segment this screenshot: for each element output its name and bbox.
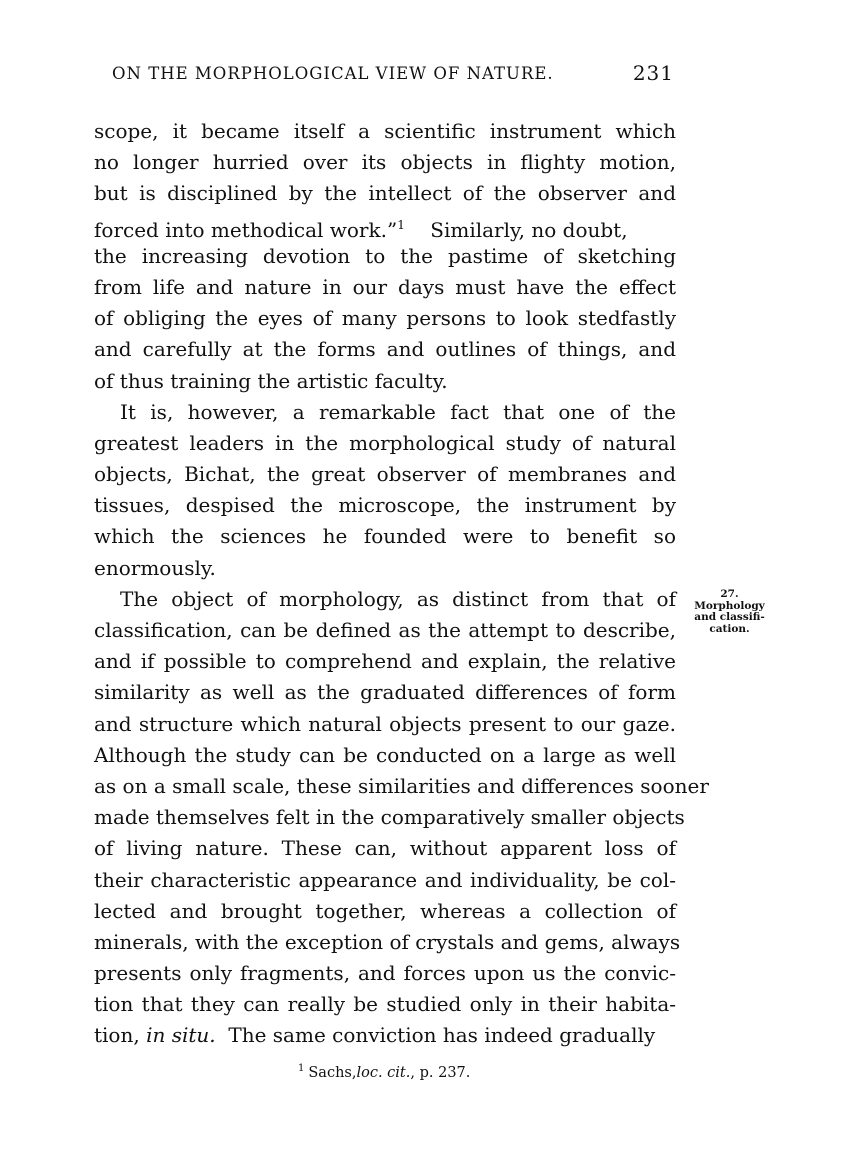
text-line: and carefully at the forms and outlines of things, and	[94, 337, 676, 362]
text-line: of living nature. These can, without apparent loss of	[94, 836, 676, 861]
text-line: It is, however, a remarkable fact that one of the	[120, 399, 676, 424]
text-line: of thus training the artistic faculty.	[94, 368, 448, 393]
text-line: which the sciences he founded were to benefit so	[94, 524, 676, 549]
text-line: classification, can be defined as the attempt to describe,	[94, 618, 676, 642]
text-line: objects, Bichat, the great observer of membranes and	[94, 462, 676, 487]
footnote-page: , p. 237.	[410, 1064, 471, 1081]
page-number: 231	[632, 61, 674, 85]
margin-note-line: and classifi-	[694, 611, 765, 623]
margin-note	[682, 589, 777, 635]
text-segment: The same conviction has indeed gradually	[228, 1023, 656, 1048]
footnote-work: loc. cit.	[356, 1064, 411, 1081]
text-line: made themselves felt in the comparatively smaller objects	[94, 805, 685, 830]
text-segment: tion,	[94, 1023, 140, 1048]
text-line: greatest leaders in the morphological study of natural	[94, 430, 676, 455]
text-line: enormously.	[94, 555, 216, 580]
text-line: tion that they can really be studied only in their habita-	[94, 992, 676, 1017]
text-segment: Similarly, no doubt,	[430, 217, 628, 242]
italic-phrase: in situ.	[146, 1023, 216, 1048]
text-line: similarity as well as the graduated differences of form	[94, 680, 676, 705]
footnote-marker: 1	[397, 217, 405, 232]
margin-note-number: 27.	[720, 588, 739, 600]
footnote	[298, 1063, 470, 1081]
text-line: Although the study can be conducted on a large as well	[94, 742, 676, 767]
text-segment: forced into methodical work.”	[94, 217, 398, 242]
text-line: but is disciplined by the intellect of the observer and	[94, 181, 676, 206]
text-line: lected and brought together, whereas a collection of	[94, 898, 676, 923]
text-line: from life and nature in our days must have the effect	[94, 274, 676, 299]
text-line	[94, 210, 676, 241]
text-line: presents only fragments, and forces upon us the convic-	[94, 961, 676, 986]
text-line: of obliging the eyes of many persons to look stedfastly	[94, 306, 676, 331]
margin-note-line: Morphology	[694, 599, 765, 612]
text-line: tissues, despised the microscope, the instrument by	[94, 493, 676, 518]
text-line: the increasing devotion to the pastime of sketching	[94, 243, 676, 268]
text-line: their characteristic appearance and individuality, be col-	[94, 867, 676, 892]
running-header	[94, 62, 674, 92]
running-title: ON THE MORPHOLOGICAL VIEW OF NATURE.	[112, 64, 554, 83]
text-line: and structure which natural objects present to our gaze.	[94, 711, 676, 736]
text-line	[94, 1020, 676, 1051]
text-line: minerals, with the exception of crystals and gems, always	[94, 929, 681, 954]
text-line: The object of morphology, as distinct from that of	[120, 586, 676, 611]
text-line: no longer hurried over its objects in flighty motion,	[94, 150, 676, 175]
text-line: as on a small scale, these similarities and differences sooner	[94, 773, 709, 798]
footnote-author: Sachs,	[308, 1064, 357, 1081]
footnote-number: 1	[298, 1063, 305, 1074]
margin-note-line: cation.	[709, 622, 750, 635]
text-line: scope, it became itself a scientific instrument which	[94, 119, 676, 143]
body-text	[94, 116, 709, 1052]
text-line: and if possible to comprehend and explain, the relative	[94, 649, 676, 674]
